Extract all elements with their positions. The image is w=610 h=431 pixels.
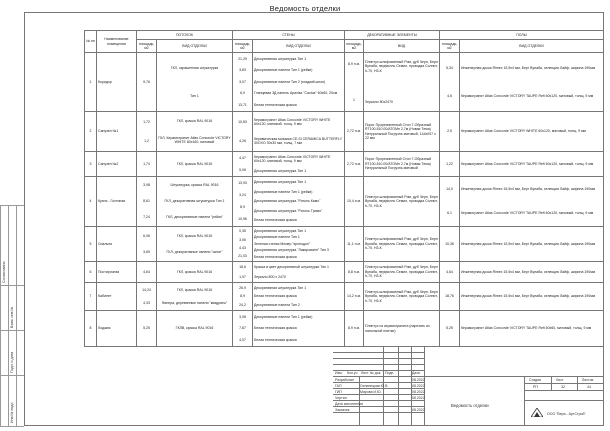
- ceiling-type-cell-line: Штукатурка, краска RAL 9016: [170, 183, 219, 188]
- table-row: [85, 53, 604, 112]
- decor-type-cell: [364, 112, 440, 152]
- walls-area-cell-line: 24,2: [239, 302, 246, 307]
- stamp-header-cell: № док.: [370, 371, 382, 375]
- decor-type-cell: [364, 227, 440, 262]
- walls-type-cell-line: Декоративная штукатурка "Лакированн" Тип 3: [254, 248, 329, 253]
- ceiling-type-cell-line: ГКЛ, краска RAL 9016: [176, 269, 213, 274]
- floor-type-cell: [460, 53, 604, 112]
- col-decor-header: ДЕКОРАТИВНЫЕ ЭЛЕМЕНТЫ: [345, 31, 440, 40]
- stamp-sheets-value: 44: [587, 385, 591, 389]
- walls-type-cell-line: Керамическая мозаика CE.SI CERAMICA BUTTERFLY 30OXO 30x30 мм, толщ. 7 мм: [254, 136, 342, 145]
- stamp-date: 08.2022: [412, 396, 425, 400]
- walls-type-cell-line: Декоративная штукатурка Тип 1: [254, 285, 307, 290]
- walls-type-cell-line: Белая техническая краска: [254, 326, 297, 331]
- room-name-cell: Санузел №1: [97, 112, 137, 152]
- walls-area-cell-line: 21,29: [238, 57, 247, 61]
- walls-area-cell-line: 4,43: [239, 245, 246, 250]
- decor-type-cell-line: Плинтус шлифованный Рим, дуб Черн, Берн Вунаба, перфилль Семил, проводка Солнит, h-70, Н3-К: [365, 289, 438, 303]
- walls-area-cell-line: 5,06: [239, 167, 246, 172]
- stamp-stage-label: Стадия: [529, 378, 541, 382]
- floor-type-cell-line: Керамогранит Atlas Concorde VICTORY TAUPE Refi 60x120, матовый, толщ. 9 мм: [461, 94, 594, 99]
- walls-type-cell-line: Белая техническая краска: [254, 254, 297, 259]
- floor-area-cell-line: 18,76: [445, 294, 454, 299]
- room-name-cell: Коридор: [97, 53, 137, 112]
- walls-area-cell-line: 6,9: [240, 91, 245, 96]
- decor-area-cell-line: 14,2 п.м.: [347, 294, 362, 299]
- floor-type-cell-line: Инженерная доска Rimex 15,5х4 мм, Берг Вунаба, селекция Лайф, ширина 190мм: [461, 187, 596, 192]
- walls-type-cell: [253, 152, 345, 177]
- binding-inventory-label: Инв.№ подл.: [10, 401, 14, 423]
- ceiling-type-cell-line: ГКЛ, декоративные панели "рейки": [166, 215, 223, 220]
- stamp-stage-value: РП: [533, 385, 538, 389]
- decor-type-cell: [364, 152, 440, 177]
- ceiling-area-cell: [137, 262, 157, 283]
- floor-area-cell: [440, 283, 460, 311]
- stamp-header-cell: Кол.уч: [347, 371, 358, 375]
- ceiling-area-cell-line: 8,61: [143, 199, 150, 204]
- walls-area-cell: [233, 227, 253, 262]
- ceiling-type-header: ВИД ОТДЕЛКИ: [157, 40, 233, 53]
- floor-type-cell-line: Инженерная доска Rimex 15,5х4 мм, Берг Вунаба, селекция Лайф, ширина 190мм: [461, 269, 596, 274]
- floor-type-cell-line: Керамогранит Atlas Concorde VICTORY TAUPE Refi 60x120, матовый, толщ. 9 мм: [461, 161, 594, 166]
- room-name-cell: Кухня - Гостиная: [97, 177, 137, 227]
- room-number-cell: 6: [85, 262, 97, 283]
- walls-area-cell-line: 3,06: [239, 237, 246, 242]
- table-row: [85, 262, 604, 283]
- floor-area-cell-line: 5,34: [446, 65, 453, 70]
- stamp-sheet-value: 32: [561, 385, 565, 389]
- walls-type-cell: [253, 227, 345, 262]
- walls-area-cell: [233, 311, 253, 347]
- walls-type-cell-line: Декоративные панели Тип 1 (рейки): [254, 314, 313, 319]
- stamp-sheet-label: Лист: [556, 378, 564, 382]
- ceiling-type-cell-line: ГКЛ, краска RAL 9016: [176, 161, 213, 166]
- walls-type-cell: [253, 283, 345, 311]
- binding-replace-label: Взам. инв.№: [10, 306, 14, 328]
- walls-type-cell-line: Белая техническая краска: [254, 337, 297, 342]
- ceiling-type-cell-line: ГКЛВ, краска RAL 9016: [175, 326, 214, 331]
- walls-area-cell-line: 10,83: [238, 119, 247, 124]
- floor-area-cell-line: 6,1: [447, 211, 452, 216]
- stamp-sheets-label: Листов: [582, 378, 594, 382]
- stamp-role-label: ГАП: [335, 384, 342, 388]
- floor-area-cell: [440, 262, 460, 283]
- decor-area-cell-line: 10,4 п.м.: [347, 199, 362, 204]
- col-room-header: Наименование помещения: [97, 31, 137, 53]
- decor-area-cell: [345, 311, 364, 347]
- walls-area-cell: [233, 283, 253, 311]
- decor-type-cell-line: Порог Прорезиненный Стоп 7-Образный RT100-510.00/АТОМн 2,7м (Новая Тема) Натуральный Погрузнь матовый, 144х097 х 22 мм: [365, 122, 436, 140]
- table-row: [85, 177, 604, 227]
- room-name-cell: Постирочная: [97, 262, 137, 283]
- walls-area-cell: [233, 112, 253, 152]
- decor-area-cell-line: 2,72 п.м.: [347, 161, 362, 166]
- table-row: [85, 283, 604, 311]
- room-number-cell: 7: [85, 283, 97, 311]
- floor-area-cell-line: 10,36: [445, 241, 454, 246]
- table-row: [85, 152, 604, 177]
- decor-area-cell: [345, 177, 364, 227]
- floor-type-cell: [460, 177, 604, 227]
- ceiling-area-cell-line: 1,2: [144, 138, 149, 143]
- decor-type-cell-line: Плинтус из керамогранита (нарезать из напольной плитки): [365, 324, 430, 333]
- walls-type-cell-line: Белая техническая краска: [254, 294, 297, 299]
- ceiling-type-cell: [157, 227, 233, 262]
- floor-area-cell: [440, 227, 460, 262]
- walls-area-cell-line: 8,9: [240, 294, 245, 299]
- decor-type-cell-line: Плинтус шлифованный Рим, дуб Черн, Берн Вунаба, перфилль Семил, проводка Солнит, h-70, Н3-К: [365, 60, 438, 73]
- room-name-cell: Лоджия: [97, 311, 137, 347]
- walls-area-cell: [233, 152, 253, 177]
- ceiling-type-cell: [157, 152, 233, 177]
- floor-type-cell-line: Керамогранит Atlas Concorde VICTORY WHITE 60x120, матовый, толщ. 9 мм: [461, 129, 586, 134]
- table-row: [85, 112, 604, 152]
- table-row: [85, 311, 604, 347]
- decor-type-cell: [364, 311, 440, 347]
- walls-area-cell: [233, 177, 253, 227]
- ceiling-area-cell: [137, 112, 157, 152]
- stamp-person-name: Марова И.Ю.: [360, 390, 382, 394]
- ceiling-area-cell-line: 9,76: [143, 79, 150, 84]
- decor-area-cell: [345, 227, 364, 262]
- col-walls-header: СТЕНЫ: [233, 31, 345, 40]
- stamp-role-label: Заказчик: [335, 408, 350, 412]
- decor-area-cell: [345, 53, 364, 112]
- ceiling-area-cell: [137, 53, 157, 112]
- stamp-person-name: Сенинецкая Ю.В.: [360, 384, 389, 388]
- room-number-cell: 4: [85, 177, 97, 227]
- decor-area-cell-line: 8,9 п.м.: [347, 61, 361, 66]
- walls-type-cell-line: Декоративные панели Тип 1 (рейки): [254, 68, 313, 73]
- room-number-cell: 8: [85, 311, 97, 347]
- walls-area-cell-line: 3,24: [239, 193, 246, 198]
- walls-type-header: ВИД ОТДЕЛКИ: [253, 40, 345, 53]
- room-name-cell: Кабинет: [97, 283, 137, 311]
- decor-type-cell-line: Зеркало 80x2470: [365, 99, 394, 104]
- ceiling-area-header: площадь, м2: [137, 40, 157, 53]
- ceiling-area-cell: [137, 227, 157, 262]
- walls-area-cell-line: 18,6: [239, 265, 246, 270]
- walls-type-cell-line: Декоративные панели Тип 2 (гладкий шпон): [254, 79, 326, 84]
- ceiling-area-cell: [137, 283, 157, 311]
- decor-area-cell: [345, 262, 364, 283]
- floor-type-cell: [460, 311, 604, 347]
- ceiling-type-cell: [157, 262, 233, 283]
- walls-type-cell-line: Белая техническая краска: [254, 102, 297, 107]
- walls-area-cell-line: 4,47: [239, 156, 246, 161]
- stamp-date: 08.2022: [412, 390, 425, 394]
- col-number-header: № пп: [85, 31, 97, 53]
- ceiling-area-cell-line: 4,33: [143, 300, 150, 305]
- ceiling-type-cell-line: Тип 1: [190, 94, 199, 99]
- decor-type-cell-line: Плинтус шлифованный Рим, дуб Черн, Берн Вунаба, перфилль Семил, проводка Солнит, h-70, Н3-К: [365, 194, 438, 208]
- walls-area-cell-line: 7,87: [239, 326, 246, 331]
- floor-type-cell: [460, 227, 604, 262]
- walls-type-cell-line: Керамогранит Atlas Concorde VICTORY WHITE 60x120, матовый, толщ. 9 мм: [254, 154, 331, 164]
- decor-area-cell-line: 11,1 п.м.: [347, 241, 361, 246]
- floor-type-cell-line: Керамогранит Atlas Concorde VICTORY TAUPE Refi 60x60, матовый, толщ. 9 мм: [461, 326, 592, 331]
- walls-type-cell-line: Зеркало 800 x 2470: [254, 274, 286, 279]
- ceiling-area-cell-line: 1,74: [143, 161, 150, 166]
- walls-type-cell-line: Глянцевая 3Д панель Apavisa "Cactus" 60x60, 20см: [254, 91, 338, 96]
- decor-type-cell-line: Плинтус шлифованный Рим, дуб Черн, Берн Вунаба, перфилль Семил, проводка Солнит, h-70, Н3-К: [365, 237, 438, 251]
- stamp-company-name: ООО "Вера - АртСтрой": [547, 412, 586, 416]
- decor-area-cell-line: 1: [353, 98, 355, 103]
- floor-type-cell: [460, 152, 604, 177]
- floor-area-cell: [440, 152, 460, 177]
- stamp-date: 08.2022: [412, 408, 425, 412]
- walls-type-cell: [253, 112, 345, 152]
- decor-area-cell-line: 8,8 п.м.: [347, 269, 361, 274]
- floor-area-cell-line: 1,22: [446, 161, 453, 166]
- binding-approved-label: Согласовано: [2, 261, 6, 283]
- stamp-sheet-title: Ведомость отделки: [451, 403, 489, 408]
- walls-type-cell: [253, 177, 345, 227]
- walls-area-header: площадь, м2: [233, 40, 253, 53]
- floor-area-cell-line: 4,64: [446, 269, 453, 274]
- room-number-cell: 1: [85, 53, 97, 112]
- decor-area-cell: [345, 152, 364, 177]
- room-name-cell: Санузел №2: [97, 152, 137, 177]
- sheet-title: Ведомость отделки: [269, 4, 341, 13]
- floor-area-cell-line: 2,5: [447, 129, 452, 134]
- walls-type-cell-line: Декоративная штукатурка Тип 1: [254, 168, 307, 173]
- ceiling-type-cell-line: Фанера, деревянные панели "квадраты": [161, 300, 228, 305]
- floor-type-cell: [460, 283, 604, 311]
- ceiling-type-cell-line: ГКЛ, краска RAL 9016: [176, 118, 213, 123]
- walls-area-cell-line: 8,9: [240, 205, 245, 210]
- ceiling-area-cell-line: 6,06: [143, 233, 150, 238]
- floor-type-cell-line: Инженерная доска Rimex 15,5х4 мм, Берг Вунаба, селекция Лайф, ширина 190мм: [461, 241, 596, 246]
- floor-type-cell: [460, 262, 604, 283]
- walls-type-cell-line: Декоративная штукатурка Тип 1: [254, 228, 307, 233]
- decor-area-cell: [345, 283, 364, 311]
- walls-type-cell: [253, 311, 345, 347]
- room-number-cell: 2: [85, 112, 97, 152]
- walls-type-cell-line: Декоративные панели Тип 2: [254, 302, 300, 307]
- ceiling-type-cell: [157, 283, 233, 311]
- col-ceiling-header: ПОТОЛОК: [137, 31, 233, 40]
- walls-type-cell-line: Керамогранит Atlas Concorde VICTORY WHITE 60x120, матовый, толщ. 9 мм: [254, 117, 331, 126]
- binding-sign-date-label: Подп. и дата: [10, 351, 14, 373]
- ceiling-area-cell-line: 3,98: [143, 183, 150, 188]
- room-name-cell: Спальня: [97, 227, 137, 262]
- ceiling-type-cell-line: ГКЛ, краска RAL 9016: [176, 287, 213, 292]
- walls-type-cell-line: Декоративная штукатурка Тип 1: [254, 180, 307, 185]
- walls-area-cell: [233, 53, 253, 112]
- floor-area-cell-line: 5,25: [446, 326, 453, 331]
- ceiling-type-cell: [157, 112, 233, 152]
- floor-area-cell-line: 14,0: [446, 187, 453, 192]
- stamp-role-label: Разработал: [335, 378, 355, 382]
- col-floors-header: ПОЛЫ: [440, 31, 604, 40]
- stamp-header-cell: Подп.: [385, 371, 395, 375]
- walls-area-cell-line: 4,07: [239, 337, 246, 342]
- ceiling-area-cell-line: 4,64: [143, 269, 150, 274]
- ceiling-type-cell-line: ГКЛ, декоративная штукатурка Тип 1: [164, 199, 225, 204]
- decor-type-header: ВИД: [364, 40, 440, 53]
- floor-area-cell: [440, 311, 460, 347]
- walls-area-cell-line: 13,71: [238, 102, 247, 107]
- walls-area-cell-line: 1,97: [239, 274, 246, 279]
- stamp-role-label: Чертил: [335, 396, 347, 400]
- ceiling-area-cell-line: 3,69: [143, 250, 150, 255]
- ceiling-type-cell-line: ГКЛ, Керамогранит Atlas Concorde VICTORY WHITE 80x160, матовый: [158, 135, 231, 144]
- walls-area-cell-line: 10,96: [238, 217, 247, 222]
- walls-type-cell-line: Белая техническая краска: [254, 218, 297, 223]
- walls-type-cell-line: Краска в цвет декоративной штукатурки Тип 1: [254, 265, 330, 270]
- decor-type-cell-line: Плинтус шлифованный Рим, дуб Черн, Берн Вунаба, перфилль Семил, проводка Солнит, h-70, Н3-К: [365, 265, 438, 279]
- ceiling-area-cell-line: 14,24: [142, 287, 151, 292]
- ceiling-type-cell-line: ГКЛ, краска RAL 9016: [176, 233, 213, 238]
- ceiling-type-cell-line: ГКЛ, окрашенная штукатурка: [170, 65, 219, 70]
- ceiling-area-cell-line: 7,24: [143, 215, 150, 220]
- ceiling-area-cell-line: 1,72: [143, 119, 150, 124]
- decor-type-cell: [364, 283, 440, 311]
- ceiling-area-cell: [137, 311, 157, 347]
- floor-type-cell-line: Инженерная доска Rimex 15,5х4 мм, Берг Вунаба, селекция Лайф, ширина 190мм: [461, 294, 596, 299]
- decor-type-cell-line: Порог Прорезиненный Стоп 7-Образный RT100-510.00/АТОМн 2,7м (Новая Тема) Натуральный Погрузнь матовый: [365, 157, 432, 171]
- room-number-cell: 3: [85, 152, 97, 177]
- title-block-stamp: [333, 346, 603, 425]
- floor-area-cell: [440, 53, 460, 112]
- walls-area-cell-line: 21,03: [238, 254, 247, 259]
- ceiling-area-cell: [137, 177, 157, 227]
- binding-strip: [0, 205, 24, 427]
- ceiling-type-cell-line: ГКЛ, декоративные панели "шпон": [166, 250, 223, 255]
- decor-type-cell: [364, 53, 440, 112]
- ceiling-area-cell-line: 5,25: [143, 326, 150, 331]
- walls-type-cell-line: Декоративные панели Тип 1: [254, 235, 300, 240]
- walls-area-cell-line: 3,07: [239, 79, 246, 84]
- company-logo-icon: [531, 408, 543, 417]
- table-row: [85, 227, 604, 262]
- walls-area-cell-line: 26,9: [239, 285, 246, 290]
- room-number-cell: 5: [85, 227, 97, 262]
- walls-type-cell-line: Декоративная штукатурка "Риголь Тримо": [254, 208, 323, 213]
- stamp-date: 08.2022: [412, 384, 425, 388]
- floors-type-header: ВИД ОТДЕЛКИ: [460, 40, 604, 53]
- decor-area-cell: [345, 112, 364, 152]
- ceiling-type-cell: [157, 311, 233, 347]
- walls-type-cell-line: Зеленая стенка Мюзер "кронодол": [254, 241, 311, 246]
- walls-type-cell: [253, 53, 345, 112]
- stamp-header-cell: Лист: [361, 371, 369, 375]
- walls-area-cell-line: 3,08: [239, 314, 246, 319]
- stamp-role-label: Дата исполнения: [335, 402, 363, 406]
- walls-type-cell: [253, 262, 345, 283]
- ceiling-area-cell: [137, 152, 157, 177]
- walls-type-cell-line: Декоративная штукатурка "Риголь Камо": [254, 199, 321, 204]
- stamp-header-cell: Изм.: [335, 371, 343, 375]
- walls-type-cell-line: Декоративные панели Тип 1 (рейки): [254, 189, 313, 194]
- decor-type-cell: [364, 262, 440, 283]
- stamp-date: 08.2022: [412, 378, 425, 382]
- walls-area-cell: [233, 262, 253, 283]
- ceiling-type-cell: [157, 53, 233, 112]
- walls-area-cell-line: 13,93: [238, 181, 247, 186]
- stamp-role-label: ГИП: [335, 390, 342, 394]
- floor-area-cell: [440, 112, 460, 152]
- decor-type-cell: [364, 177, 440, 227]
- walls-area-cell-line: 3,83: [239, 68, 246, 73]
- floor-type-cell-line: Керамогранит Atlas Concorde VICTORY TAUPE Refi 60x120, матовый, толщ. 9 мм: [461, 211, 594, 216]
- stamp-header-cell: Дата: [412, 371, 420, 375]
- floor-type-cell-line: Инженерная доска Rimex 15,5х4 мм, Берг Вунаба, селекция Лайф, ширина 190мм: [461, 65, 596, 70]
- floor-area-cell-line: 4,6: [447, 94, 452, 99]
- floor-type-cell: [460, 112, 604, 152]
- floors-area-header: площадь, м2: [440, 40, 460, 53]
- walls-type-cell-line: Декоративная штукатурка Тип 1: [254, 57, 307, 61]
- finish-schedule-table: [84, 30, 604, 347]
- walls-area-cell-line: 4,26: [239, 138, 246, 143]
- decor-area-cell-line: 2,72 п.м.: [347, 129, 362, 134]
- floor-area-cell: [440, 177, 460, 227]
- walls-area-cell-line: 0,35: [239, 229, 246, 234]
- decor-area-cell-line: 8,9 п.м.: [347, 326, 361, 331]
- ceiling-type-cell: [157, 177, 233, 227]
- decor-area-header: площадь, м2: [345, 40, 364, 53]
